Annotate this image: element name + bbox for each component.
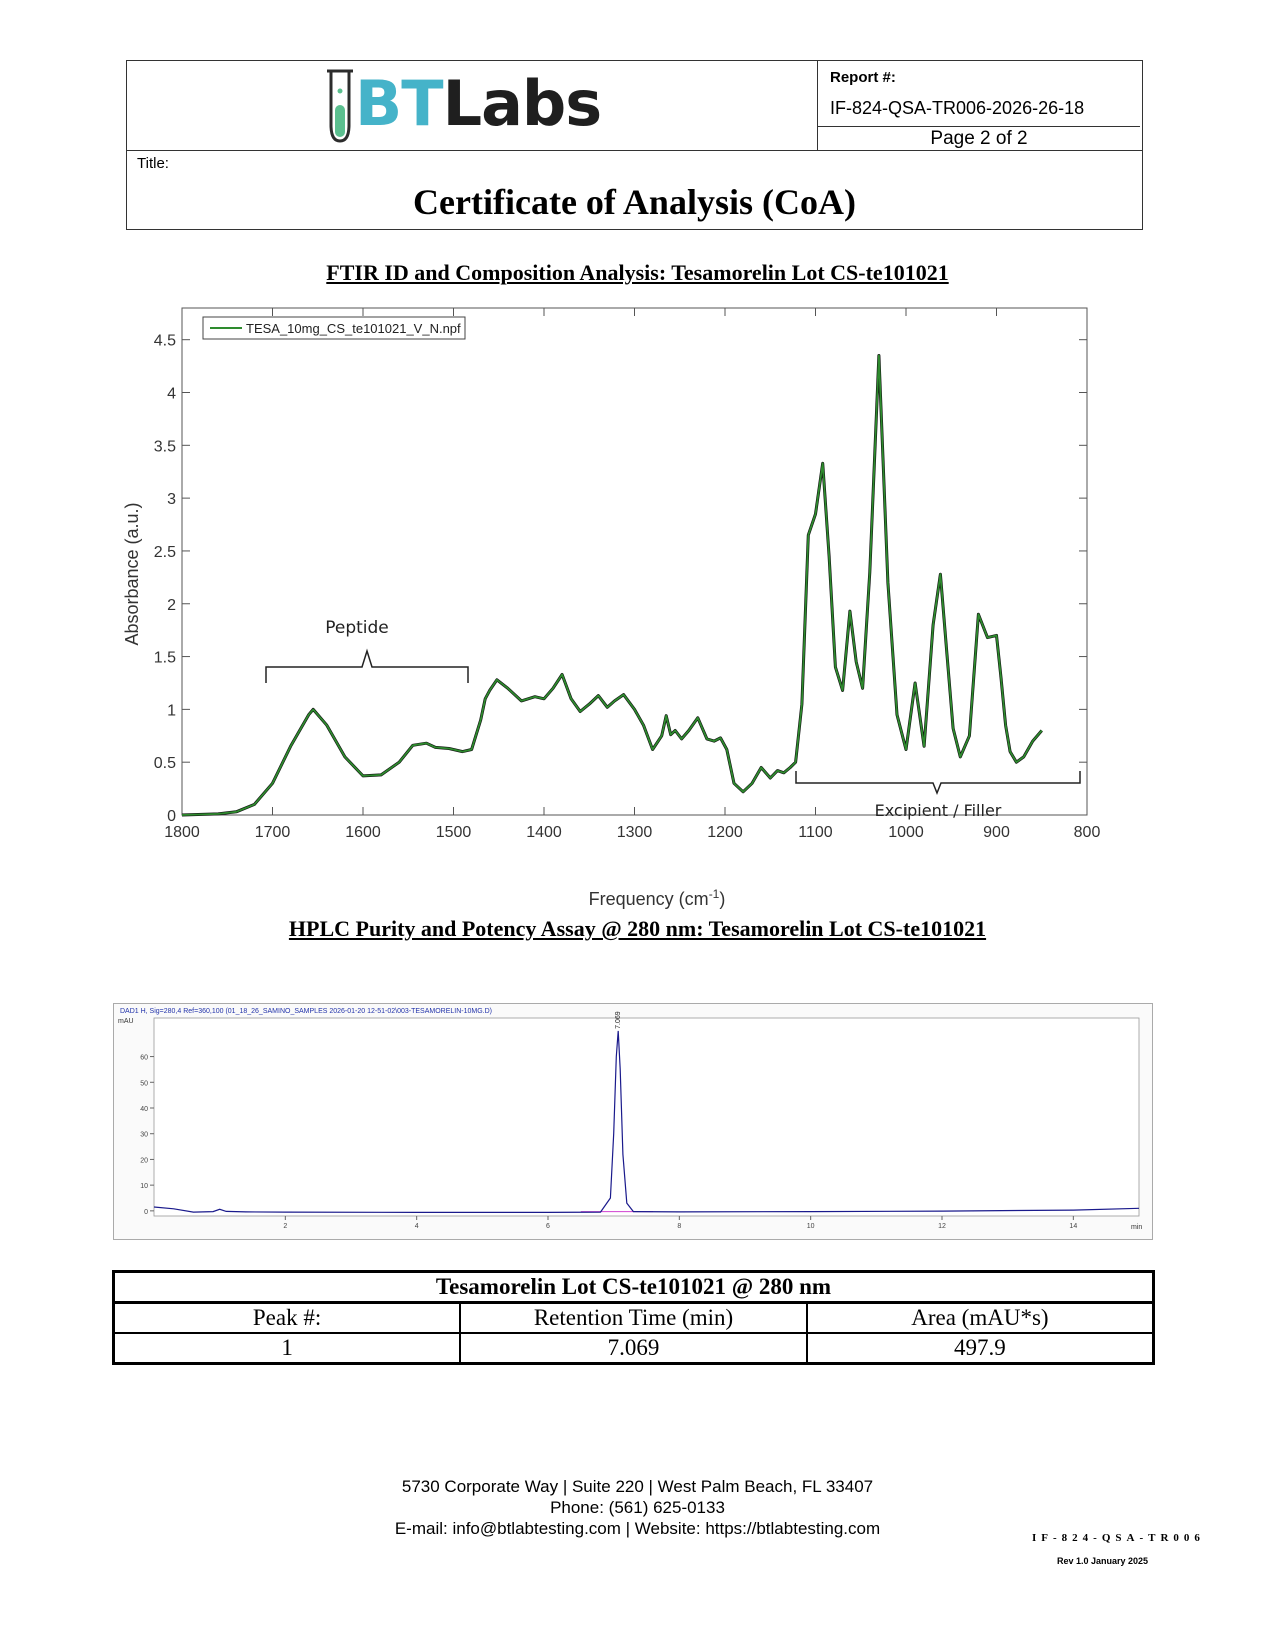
hplc-y-tick-label: 60 (140, 1054, 148, 1062)
table-caption-row (114, 1272, 1154, 1303)
page-number: Page 2 of 2 (930, 128, 1028, 149)
title-label: Title: (137, 155, 169, 172)
table-caption: Tesamorelin Lot CS-te101021 @ 280 nm (114, 1272, 1154, 1303)
x-axis-label (589, 887, 726, 909)
x-tick-label: 900 (983, 824, 1010, 841)
hplc-y-tick-label: 30 (140, 1131, 148, 1139)
table-header-row (114, 1303, 1154, 1334)
peptide-bracket (266, 651, 468, 683)
x-tick-label: 1100 (798, 824, 833, 841)
x-axis-label-close: ) (719, 889, 726, 909)
hplc-x-unit: min (1131, 1224, 1143, 1231)
y-axis-label: Absorbance (a.u.) (122, 502, 142, 646)
document-code: IF-824-QSA-TR006 (1032, 1532, 1205, 1544)
column-header-peak: Peak #: (114, 1303, 461, 1334)
hplc-chromatogram-frame (113, 1003, 1153, 1240)
spectrum-line-shadow (182, 356, 1042, 816)
results-table (112, 1270, 1155, 1365)
hplc-section-title: HPLC Purity and Potency Assay @ 280 nm: Tesamorelin Lot CS-te101021 (288, 916, 987, 941)
footer-contact: E-mail: info@btlabtesting.com | Website: https://btlabtesting.com (394, 1519, 881, 1538)
cell-retention: 7.069 (460, 1333, 807, 1364)
y-tick-label: 2.5 (153, 543, 176, 561)
x-tick-label: 1600 (345, 824, 381, 841)
hplc-x-tick-label: 8 (677, 1223, 682, 1230)
y-tick-label: 3 (167, 491, 176, 509)
x-tick-label: 1200 (707, 824, 743, 841)
hplc-x-tick-label: 6 (546, 1223, 550, 1230)
x-tick-label: 1000 (888, 824, 924, 841)
footer-address: 5730 Corporate Way | Suite 220 | West Palm Beach, FL 33407 (401, 1477, 874, 1496)
hplc-y-unit: mAU (118, 1018, 134, 1025)
legend-entry: TESA_10mg_CS_te101021_V_N.npf (246, 321, 461, 336)
plot-frame (182, 308, 1087, 815)
logo-bt: BT (355, 67, 443, 140)
hplc-y-tick-label: 50 (140, 1080, 148, 1088)
x-tick-label: 1800 (164, 824, 200, 841)
column-header-area: Area (mAU*s) (807, 1303, 1154, 1334)
y-tick-label: 2 (167, 596, 176, 614)
y-tick-label: 1 (167, 702, 176, 720)
hplc-x-tick-label: 12 (938, 1223, 946, 1230)
hplc-x-tick-label: 14 (1069, 1223, 1078, 1230)
peak-label: 7.069 (615, 1011, 623, 1029)
x-tick-label: 1300 (616, 824, 653, 841)
hplc-chart (114, 1004, 1152, 1239)
report-header (126, 60, 1143, 230)
report-info-cell (818, 61, 1142, 151)
divider (818, 126, 1140, 127)
logo-labs: Labs (442, 67, 602, 140)
hplc-y-tick-label: 10 (140, 1183, 148, 1191)
footer-phone: Phone: (561) 625-0133 (550, 1498, 725, 1517)
y-tick-label: 1.5 (153, 649, 176, 667)
report-number: IF-824-QSA-TR006-2026-26-18 (830, 98, 1085, 118)
x-tick-label: 1500 (435, 824, 472, 841)
excipient-annotation: Excipient / Filler (874, 801, 1002, 820)
x-axis-label-exp: -1 (708, 887, 720, 901)
ftir-chart (110, 305, 1150, 915)
ftir-section-title: FTIR ID and Composition Analysis: Tesamorelin Lot CS-te101021 (326, 260, 949, 285)
report-label: Report #: (830, 69, 896, 86)
cell-area: 497.9 (807, 1333, 1154, 1364)
cell-peak: 1 (114, 1333, 461, 1364)
y-tick-label: 0 (167, 808, 176, 825)
document-title: Certificate of Analysis (CoA) (413, 182, 856, 222)
hplc-x-tick-label: 10 (806, 1223, 815, 1230)
y-tick-label: 3.5 (153, 438, 176, 456)
peptide-annotation: Peptide (325, 618, 389, 638)
hplc-y-tick-label: 20 (140, 1157, 148, 1165)
x-axis-label-main: Frequency (cm (588, 889, 709, 909)
hplc-header: DAD1 H, Sig=280,4 Ref=360,100 (01_18_26_SAMINO_SAMPLES 2026-01-20 12-51-02\003-TESAMORELIN-10MG.D) (120, 1008, 492, 1015)
revision: Rev 1.0 January 2025 (1057, 1556, 1149, 1566)
logo (355, 67, 601, 141)
table-row (114, 1333, 1154, 1364)
column-header-retention: Retention Time (min) (460, 1303, 807, 1334)
y-tick-label: 0.5 (153, 755, 176, 773)
excipient-bracket (796, 771, 1080, 793)
x-tick-label: 800 (1073, 824, 1101, 841)
hplc-x-tick-label: 4 (414, 1223, 419, 1230)
x-tick-label: 1400 (526, 824, 562, 841)
logo-cell (127, 61, 818, 151)
x-tick-label: 1700 (254, 824, 291, 841)
hplc-plot-area (154, 1018, 1139, 1216)
hplc-y-tick-label: 0 (144, 1208, 148, 1216)
spectrum-line (182, 356, 1042, 816)
y-tick-label: 4 (167, 385, 176, 403)
hplc-x-tick-label: 2 (283, 1223, 288, 1230)
y-tick-label: 4.5 (153, 332, 176, 350)
hplc-y-tick-label: 40 (140, 1106, 148, 1113)
